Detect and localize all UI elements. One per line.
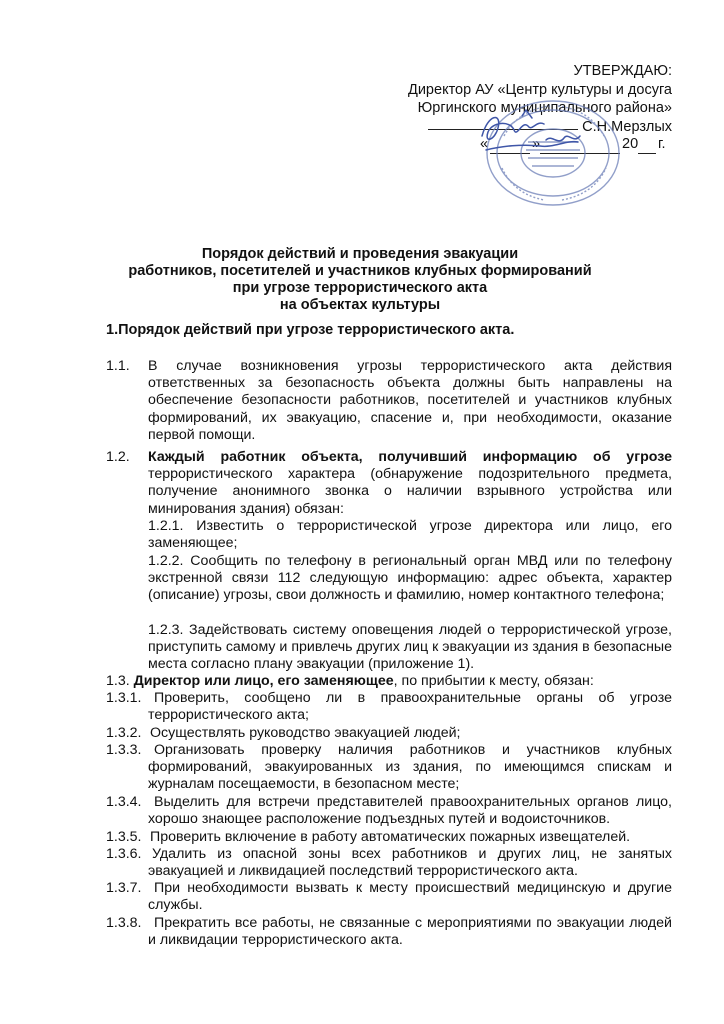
approval-position: Директор АУ «Центр культуры и досуга xyxy=(408,81,672,98)
approval-label: УТВЕРЖДАЮ: xyxy=(573,63,672,79)
clause-1-3-8-number: 1.3.8. xyxy=(106,915,142,931)
document-title xyxy=(60,246,660,314)
clause-1-2-text xyxy=(148,449,672,518)
clause-1-3-8-text: Прекратить все работы, не связанные с мероприятиями по эвакуации людей и ликвидации террористического акта. xyxy=(148,915,672,949)
clause-1-3-6-number: 1.3.6. xyxy=(106,846,142,862)
clause-1-2-lead: Каждый работник объекта, получивший информацию об угрозе xyxy=(148,449,672,465)
approval-organization: Юргинского муниципального района» xyxy=(417,100,672,116)
clause-1-3-3-number: 1.3.3. xyxy=(106,742,142,758)
section-1-title: 1.Порядок действий при угрозе террористического акта. xyxy=(106,322,515,338)
clause-1-3-1-number: 1.3.1. xyxy=(106,690,142,706)
date-year-blank xyxy=(638,153,656,154)
clause-1-1-number: 1.1. xyxy=(106,358,130,374)
clause-1-3-6-text: Удалить из опасной зоны всех работников и других лиц, не занятых эвакуацией и ликвидацией последствий террористического акта. xyxy=(148,846,672,880)
clause-1-3-4-text: Выделить для встречи представителей правоохранительных органов лицо, хорошо знающее расположение подъездных путей и водоисточников. xyxy=(148,794,672,828)
clause-1-3-5-number: 1.3.5. xyxy=(106,829,142,845)
clause-1-2-1: 1.2.1. Известить о террористической угрозе директора или лицо, его заменяющее; xyxy=(148,518,672,552)
date-close-quote: » xyxy=(532,136,541,152)
clause-1-2-number: 1.2. xyxy=(106,449,130,465)
title-line-1: Порядок действий и проведения эвакуации xyxy=(201,246,519,262)
clause-1-1-text: В случае возникновения угрозы террористического акта действия ответственных за безопасность объекта должны быть направлены на обеспечение безопасности работников, посетителей и участников клубных формирований, их эвакуацию, спасение и, при необходимости, оказание первой помощи. xyxy=(148,358,672,443)
clause-1-2-2: 1.2.2. Сообщить по телефону в региональный орган МВД или по телефону экстренной связи 112 следующую информацию: адрес объекта, характер (описание) угрозы, свои должность и фамилию, номер контактного телефона; xyxy=(148,553,672,604)
clause-1-3-7-number: 1.3.7. xyxy=(106,880,142,896)
title-line-4: на объектах культуры xyxy=(279,297,441,313)
title-line-2: работников, посетителей и участников клубных формирований xyxy=(128,263,592,279)
clause-1-2-rest: террористического характера (обнаружение подозрительного предмета, получение анонимного звонка о наличии взрывного устройства или минирования здания) обязан: xyxy=(148,466,672,517)
clause-1-3-5-text: Проверить включение в работу автоматических пожарных извещателей. xyxy=(150,829,631,845)
clause-1-2-3: 1.2.3. Задействовать систему оповещения людей о террористической угрозе, приступить самому и привлечь других лиц к эвакуации из здания в безопасные места согласно плану эвакуации (приложение 1). xyxy=(148,622,672,673)
clause-1-3-4-number: 1.3.4. xyxy=(106,794,142,810)
clause-1-3-3-text: Организовать проверку наличия работников и участников клубных формирований, эвакуированных из здания, по имеющимся спискам и журналам посещаемости, в безопасном месте; xyxy=(148,742,672,793)
clause-1-3-rest: , по прибытии к месту, обязан: xyxy=(393,673,594,689)
clause-1-3-2-text: Осуществлять руководство эвакуацией людей; xyxy=(150,725,461,741)
title-line-3: при угрозе террористического акта xyxy=(232,280,488,296)
date-year-prefix: 20 xyxy=(622,136,639,152)
clause-1-3-1-text: Проверить, сообщено ли в правоохранительные органы об угрозе террористического акта; xyxy=(148,690,672,724)
handwritten-signature-icon xyxy=(462,106,602,158)
approval-name: С.Н.Мерзлых xyxy=(582,118,672,135)
clause-1-3-number: 1.3. xyxy=(106,673,130,689)
date-open-quote: « xyxy=(480,136,489,152)
clause-1-3-2-number: 1.3.2. xyxy=(106,725,142,741)
clause-1-3-7-text: При необходимости вызвать к месту происшествий медицинскую и другие службы. xyxy=(148,880,672,914)
clause-1-3-lead: Директор или лицо, его заменяющее xyxy=(133,673,394,689)
clause-1-3 xyxy=(106,673,672,690)
date-year-suffix: г. xyxy=(658,136,666,152)
